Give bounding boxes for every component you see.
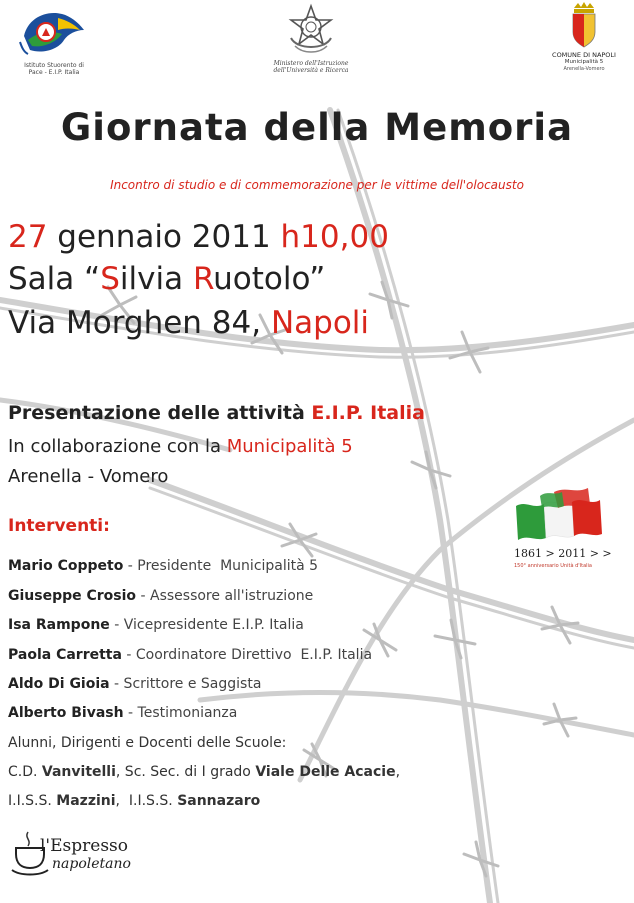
sponsor-name: l'Espresso (40, 836, 128, 856)
presentation-label: Presentazione delle attività (8, 402, 312, 424)
collaboration-prefix: In collaborazione con la (8, 436, 227, 457)
eip-logo (18, 6, 90, 76)
presentation-heading (8, 402, 425, 424)
eip-logo-caption: Istituto Stuorento di Pace - E.I.P. Italia (24, 62, 84, 76)
speaker-role: - Scrittore e Saggista (109, 676, 262, 692)
event-time: h10,00 (280, 219, 389, 255)
collaboration-line (8, 436, 353, 457)
event-month-year: gennaio 2011 (47, 219, 281, 255)
speaker-item (8, 676, 261, 692)
schools-intro: Alunni, Dirigenti e Docenti delle Scuole: (8, 735, 287, 751)
address-street: Via Morghen 84, (8, 305, 271, 341)
speaker-name: Aldo Di Gioia (8, 676, 110, 692)
venue-prefix: Sala “ (8, 261, 101, 297)
page-title: Giornata della Memoria (60, 106, 574, 149)
speaker-item (8, 558, 318, 574)
sponsor-subname: napoletano (52, 856, 131, 872)
ministry-caption-1: Ministero dell'Istruzione (273, 60, 349, 67)
subtitle: Incontro di studio e di commemorazione per le vittime dell'olocausto (110, 178, 524, 192)
anniversary-text: 1861 > 2011 > > (514, 547, 612, 560)
speaker-name: Mario Coppeto (8, 558, 124, 574)
speaker-role: - Assessore all'istruzione (136, 588, 314, 604)
schools-line-2 (8, 764, 400, 780)
school-vanvitelli: Vanvitelli (41, 764, 116, 780)
school-cd-prefix: C.D. (8, 764, 42, 780)
event-day: 27 (8, 219, 48, 255)
venue-initial-s: S (100, 261, 120, 297)
comune-caption-2: Municipalità 5 (564, 59, 604, 65)
italian-flag-icon (514, 484, 610, 544)
event-venue-line (8, 262, 325, 296)
presentation-org: E.I.P. Italia (311, 402, 425, 424)
school-sannazaro: Sannazaro (177, 793, 261, 809)
venue-initial-r: R (192, 261, 214, 297)
venue-end: uotolo” (213, 261, 326, 297)
comune-logo (552, 2, 616, 73)
school-iiss-prefix-1: I.I.S.S. (8, 793, 57, 809)
venue-mid: ilvia (119, 261, 193, 297)
coat-of-arms-icon (569, 2, 599, 48)
speaker-role: - Testimonianza (123, 705, 238, 721)
school-mazzini: Mazzini (56, 793, 116, 809)
event-address-line (8, 306, 369, 340)
comune-caption-3: Arenella-Vomero (563, 66, 605, 72)
speaker-name: Alberto Bivash (8, 705, 124, 721)
comune-caption-1: COMUNE DI NAPOLI (552, 51, 616, 59)
address-city: Napoli (270, 305, 370, 341)
speaker-role: - Vicepresidente E.I.P. Italia (109, 617, 304, 633)
speaker-item (8, 588, 313, 604)
schools-line-3 (8, 793, 260, 809)
collaboration-org: Municipalità 5 (226, 436, 353, 457)
ministry-logo (256, 2, 366, 74)
speaker-item (8, 647, 372, 663)
speaker-role: - Presidente Municipalità 5 (123, 558, 319, 574)
anniversary-subtext: 150° anniversario Unità d'Italia (514, 563, 592, 569)
italian-emblem-icon (285, 2, 337, 56)
area-line: Arenella - Vomero (8, 466, 169, 487)
event-date-line (8, 220, 389, 254)
school-sec-prefix: , Sc. Sec. di I grado (115, 764, 256, 780)
speaker-name: Giuseppe Crosio (8, 588, 137, 604)
speaker-name: Isa Rampone (8, 617, 110, 633)
school-viale-acacie: Viale Delle Acacie (255, 764, 396, 780)
speaker-name: Paola Carretta (8, 647, 122, 663)
speaker-item (8, 705, 237, 721)
interventi-heading: Interventi: (8, 516, 110, 536)
speaker-role: - Coordinatore Direttivo E.I.P. Italia (121, 647, 373, 663)
dove-icon (18, 6, 90, 58)
speaker-item (8, 617, 304, 633)
school-iiss-prefix-2: , I.I.S.S. (115, 793, 178, 809)
school-line2-comma: , (395, 764, 401, 780)
ministry-caption-2: dell'Università e Ricerca (273, 67, 349, 74)
